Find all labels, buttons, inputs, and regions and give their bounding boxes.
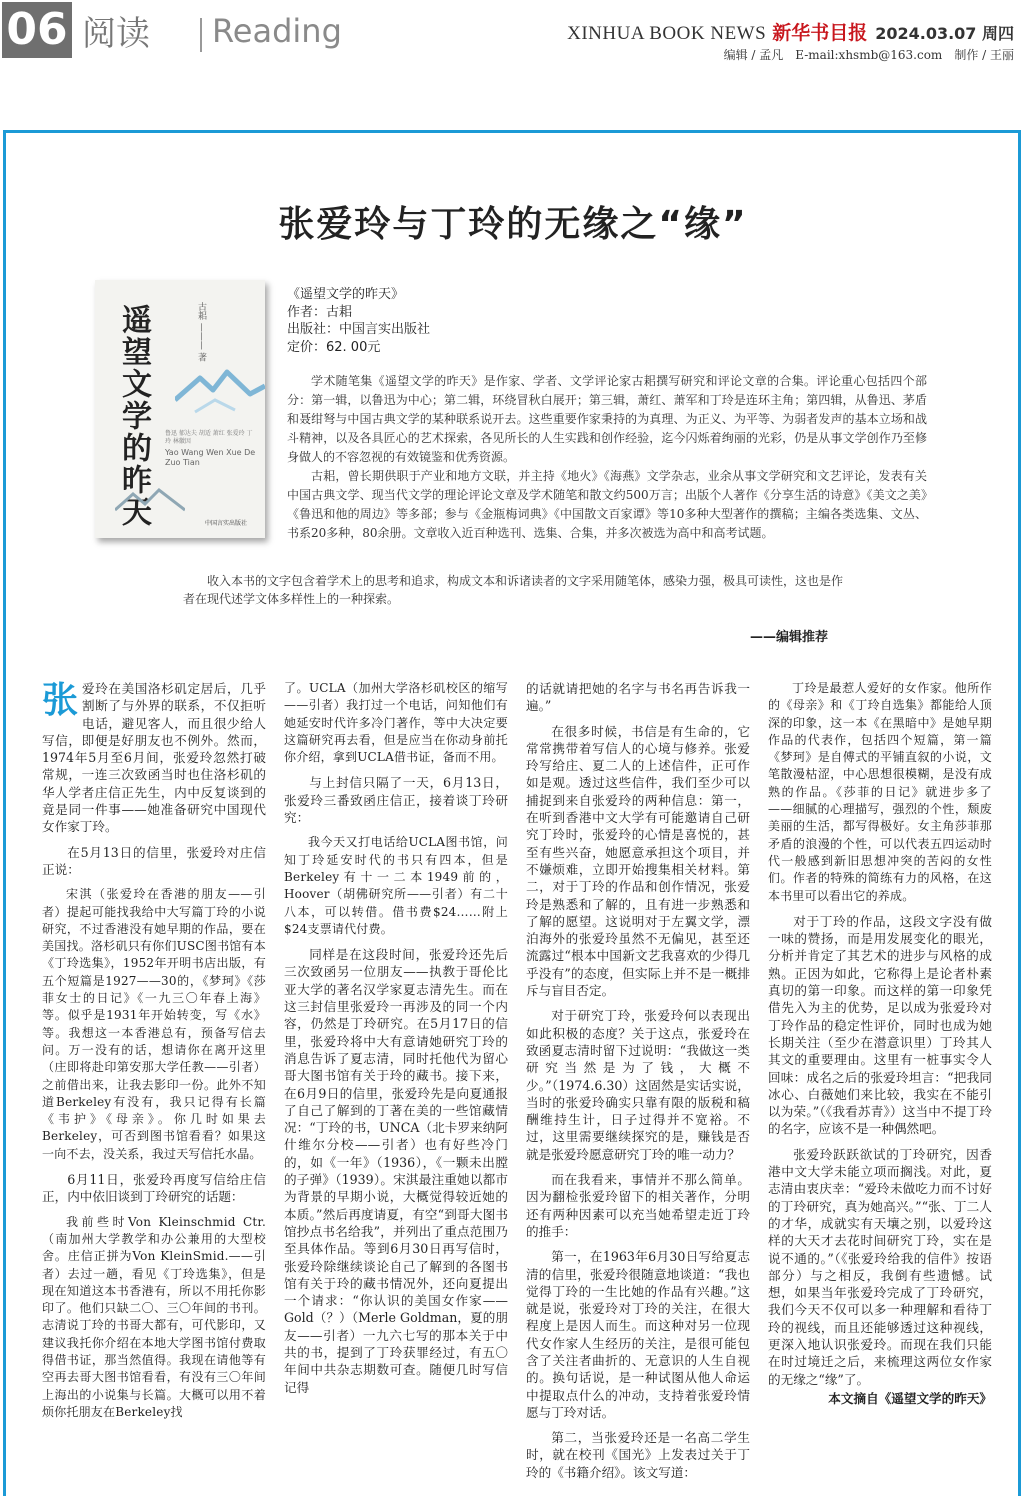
paragraph: 张爱玲跃跃欲试的丁玲研究，因香港中文大学未能立项而搁浅。对此，夏志清由衷庆幸：“爱玲未做吃力而不讨好的丁玲研究，真为她高兴。”“张、丁二人的才华，成就实有天壤之别，以爱玲这样的大天才去花时间研究丁玲，实在是说不通的。”（《张爱玲给我的信件》按语部分）与之相反，我倒有些遗憾。试想，如果当年张爱玲完成了丁玲研究，我们今天不仅可以多一种理解和看待丁玲的视线，而且还能够透过这种视线，更深入地认识张爱玲。而现在我们只能在时过境迁之后，来梳理这两位女作家的无缘之“缘”了。 bbox=[768, 1146, 992, 1387]
book-name: 《遥望文学的昨天》 bbox=[287, 287, 405, 302]
paragraph: 对于丁玲的作品，这段文字没有做一味的赞扬，而是用发展变化的眼光，分析并肯定了其艺术的进步与风格的成熟。正因为如此，它称得上是论者朴素真切的第一印象。而这样的第一印象凭借先入为主的优势，足以成为张爱玲对丁玲作品的稳定性评价，同时也成为她长期关注（至少在潜意识里）丁玲其人其文的重要理由。这里有一桩事实令人回味：成名之后的张爱玲坦言：“把我同冰心、白薇她们来比较，我实在不能引以为荣。”（《我看苏青》）这当中不提丁玲的名字，应该不是一种偶然吧。 bbox=[768, 913, 992, 1137]
paragraph: 对于研究丁玲，张爱玲何以表现出如此积极的态度？关于这点，张爱玲在致函夏志清时留下过说明：“我做这一类研究当然是为了钱，大概不少。”（1974.6.30）这固然是实话实说，当时的张爱玲确实只靠有限的版税和稿酬维持生计，日子过得并不宽裕。不过，这里需要继续探究的是，赚钱是否就是张爱玲愿意研究丁玲的唯一动力？ bbox=[526, 1008, 750, 1162]
paragraph: 第二，当张爱玲还是一名高二学生时，就在校刊《国光》上发表过关于丁玲的《书籍介绍》。该文写道： bbox=[526, 1430, 750, 1480]
cover-author: 古耜 ——— 著 bbox=[196, 302, 206, 362]
letter-quote: 了。UCLA（加州大学洛杉矶校区的缩写——引者）我打过一个电话，问知他们有她延安时代许多冷门著作，等中大决定要这篇研究再去看，但是应当在你动身前托你介绍，拿到UCLA借书证，备而不用。 bbox=[284, 681, 508, 765]
letter-quote: 我今天又打电话给UCLA图书馆，问知丁玲延安时代的书只有四本，但是Berkeley有十一二本1949前的，Hoover（胡佛研究所——引者）有二十八本，可以转借。借书费$24……附上$24支票请代付费。 bbox=[284, 835, 508, 936]
editor-recommendation: 收入本书的文字包含着学术上的思考和追求，构成文本和诉诸读者的文字采用随笔体，感染力强，极具可读性，这也是作者在现代述学文体多样性上的一种探索。 bbox=[183, 574, 844, 606]
book-meta bbox=[287, 286, 430, 356]
section-title-en: Reading bbox=[212, 12, 342, 50]
cover-pinyin: Yao Wang Wen Xue De Zuo Tian bbox=[165, 448, 256, 467]
paragraph: 在5月13日的信里，张爱玲对庄信正说： bbox=[42, 844, 266, 877]
paragraph: 6月11日，张爱玲再度写信给庄信正，内中依旧谈到丁玲研究的话题： bbox=[42, 1172, 266, 1205]
issue-date: 2024.03.07 周四 bbox=[875, 24, 1014, 43]
paragraph: 同样是在这段时间，张爱玲还先后三次致函另一位朋友——执教于哥伦比亚大学的著名汉学家夏志清先生。而在这三封信里张爱玲一再涉及的同一个内容，仍然是丁玲研究。在5月17日的信里，张爱玲将中大有意请她研究丁玲的消息告诉了夏志清，同时托他代为留心哥大图书馆有关于玲的藏书。接下来，在6月9日的信里，张爱玲先是向夏通报了自己了解到的丁著在美的一些馆藏情况：“丁玲的书，UNCA（北卡罗来纳阿什维尔分校——引者）也有好些冷门的，如《一年》（1936），《一颗未出膛的子弹》（1939）。宋淇最注重她以都市为背景的早期小说，大概觉得较近她的本质。”然后再度请夏，有空“到哥大图书馆抄点书名给我”，并列出了重点范围乃至具体作品。等到6月30日再写信时，张爱玲除继续谈论自己了解到的各图书馆有关于玲的藏书情况外，还向夏提出一个请求：“你认识的美国女作家——Gold（？）（Merle Goldman，夏的朋友——引者）一九六七写的那本关于中共的书，提到了丁玲获罪经过，有五〇年间中共杂志期数可查。随便几时写信记得 bbox=[284, 947, 508, 1395]
page-header bbox=[0, 0, 1026, 68]
cover-author-list: 鲁迅 郁达夫 胡适 萧红 张爱玲 丁玲 林徽因 bbox=[165, 430, 253, 445]
paragraph: 的话就请把她的名字与书名再告诉我一遍。” bbox=[526, 681, 750, 714]
article-column-4 bbox=[768, 680, 992, 1407]
article-title: 张爱玲与丁玲的无缘之“缘” bbox=[278, 204, 748, 245]
cover-publisher: 中国言实出版社 bbox=[205, 520, 248, 527]
paragraph: 第一，在1963年6月30日写给夏志清的信里，张爱玲很随意地谈道：“我也觉得丁玲的一生比她的作品有兴趣。”这就是说，张爱玲对丁玲的关注，在很大程度上是因人而生。而这种对另一位现代女作家人生经历的关注，是很可能包含了关注者曲折的、无意识的人生自视的。换句话说，是一种试图从他人命运中提取点什么的冲动，支持着张爱玲情愿与丁玲对话。 bbox=[526, 1249, 750, 1420]
author-bio: 古耜，曾长期供职于产业和地方文联，并主持《地火》《海燕》文学杂志，业余从事文学研究和文艺评论，发表有关中国古典文学、现当代文学的理论评论文章及学术随笔和散文约500万言；出版个人著作《分享生活的诗意》《美文之美》《鲁迅和他的周边》等多部；参与《金瓶梅词典》《中国散文百家谭》等10多种大型著作的撰稿；主编各类选集、文丛、书系20多种，80余册。文章收入近百种选刊、选集、合集，并多次被选为高中和高考试题。 bbox=[287, 469, 927, 540]
paragraph: 而在我看来，事情并不那么简单。因为翻检张爱玲留下的相关著作，分明还有两种因素可以充当她希望走近丁玲的推手： bbox=[526, 1172, 750, 1239]
masthead bbox=[567, 18, 1014, 45]
letter-quote: 丁玲是最惹人爱好的女作家。他所作的《母亲》和《丁玲自选集》都能给人顶深的印象，这一本《在黑暗中》是她早期作品的代表作，包括四个短篇，第一篇《梦珂》是自傅式的平铺直叙的小说，文笔散漫枯涩，中心思想很模糊，是没有成熟的作品。《莎菲的日记》就进步多了——细腻的心理描写，强烈的个性，颓废美丽的生活，都写得极好。女主角莎菲那矛盾的浪漫的个性，可以代表五四运动时代一般感到新旧思想冲突的苦闷的女性们。作者的特殊的简练有力的风格，在这本书里可以看出它的养成。 bbox=[768, 681, 992, 903]
intro-paragraph: 学术随笔集《遥望文学的昨天》是作家、学者、文学评论家古耜撰写研究和评论文章的合集。评论重心包括四个部分：第一辑，以鲁迅为中心；第二辑，环绕冒秋白展开；第三辑，萧红、萧军和丁玲是连环主角；第四辑，从鲁迅、茅盾和聂绀弩与中国古典文学的某种联系说开去。这些重要作家秉持的为真理、为正义、为平等、为弱者发声的基本立场和战斗精神，以及各具匠心的艺术探索，各见所长的人生实践和创作经验，迄今闪烁着绚丽的光彩，仍是从事文学创作乃至修身做人的不容忽视的有效镜鉴和优秀资源。 bbox=[287, 374, 927, 464]
recommendation-signature: ——编辑推荐 bbox=[750, 630, 829, 645]
paragraph: 爱玲在美国洛杉矶定居后，几乎割断了与外界的联系，不仅拒听电话，避见客人，而且很少给人写信，即便是好朋友也不例外。然而，1974年5月至6月间，张爱玲忽然打破常规，一连三次致函当时也住洛杉矶的华人学者庄信正先生，内中反复谈到的竟是同一件事——她准备研究中国现代女作家丁玲。 bbox=[42, 681, 266, 835]
section-title-cn: 阅读 bbox=[82, 14, 150, 54]
section-divider bbox=[200, 18, 202, 52]
book-publisher: 出版社：中国言实出版社 bbox=[287, 322, 431, 337]
book-cover bbox=[95, 280, 265, 538]
article-column-3 bbox=[526, 680, 750, 1481]
paragraph: 在很多时候，书信是有生命的，它常常携带着写信人的心境与修养。张爱玲写给庄、夏二人的上述信件，正可作如是观。透过这些信件，我们至少可以捕捉到来自张爱玲的两种信息：第一，在听到香港中文大学有可能邀请自己研究丁玲时，张爱玲的心情是喜悦的，甚至有些兴奋，她愿意承担这个项目，并不嫌烦难，立即开始搜集相关材料。第二，对于丁玲的作品和创作情况，张爱玲是熟悉和了解的，且有进一步熟悉和了解的愿望。这说明对于左翼文学，漂泊海外的张爱玲虽然不无偏见，甚至还流露过“根本中国新文艺我喜欢的少得几乎没有”的态度，但实际上并不是一概排斥与盲目否定。 bbox=[526, 723, 750, 999]
drop-cap: 张 bbox=[42, 680, 79, 721]
paper-name-cn: 新华书目报 bbox=[772, 22, 868, 44]
article-column-2 bbox=[284, 680, 508, 1396]
article-column-1 bbox=[42, 680, 266, 1421]
page-number: 06 bbox=[2, 2, 72, 58]
mountain-icon bbox=[175, 360, 265, 420]
paragraph: 与上封信只隔了一天，6月13日，张爱玲三番致函庄信正，接着谈丁玲研究： bbox=[284, 775, 508, 826]
mountain-icon bbox=[115, 480, 185, 520]
excerpt-source: 本文摘自《遥望文学的昨天》 bbox=[828, 1390, 992, 1406]
book-intro bbox=[287, 372, 927, 543]
paper-name-en: XINHUA BOOK NEWS bbox=[567, 23, 767, 44]
letter-quote: 宋淇（张爱玲在香港的朋友——引者）提起可能找我给中大写篇丁玲的小说研究，不过香港没有她早期的作品，要在美国找。洛杉矶只有你们USC图书馆有本《丁玲选集》，1952年开明书店出版，有五个短篇是1927——30的，《梦珂》《莎菲女士的日记》《一九三〇年春上海》等。似乎是1931年开始转变，写《水》等。我想这一本香港总有，预备写信去问。万一没有的话，想请你在离开这里（庄即将赴印第安那大学任教——引者）之前借出来，让我去影印一份。此外不知道Berkeley有没有，我只记得有长篇《韦护》《母亲》。你几时如果去Berkeley，可否到图书馆看看？如果这一向不去，没关系，我过天写信托水晶。 bbox=[42, 887, 266, 1161]
editor-credits: 编辑 / 孟凡 E-mail:xhsmb@163.com 制作 / 王丽 bbox=[723, 48, 1014, 62]
book-author: 作者：古耜 bbox=[287, 304, 353, 320]
letter-quote: 我前些时Von Kleinschmid Ctr.（南加州大学教学和办公兼用的大型校舍。庄信正拼为Von KleinSmid.——引者）去过一趟，看见《丁玲选集》，但是现在知道这本书香港有，所以不用托你影印了。他们只缺二〇、三〇年间的书刊。志清说丁玲的书哥大都有，可代影印，又建议我托你介绍在本地大学图书馆付费取得借书证，那当然值得。我现在请他等有空再去哥大图书馆看看，有没有三〇年间上海出的小说集与长篇。大概可以用不着烦你托朋友在Berkeley找 bbox=[42, 1214, 266, 1419]
cover-title: 遥望文学的昨天 bbox=[116, 304, 151, 528]
book-price: 定价：62. 00元 bbox=[287, 339, 381, 355]
